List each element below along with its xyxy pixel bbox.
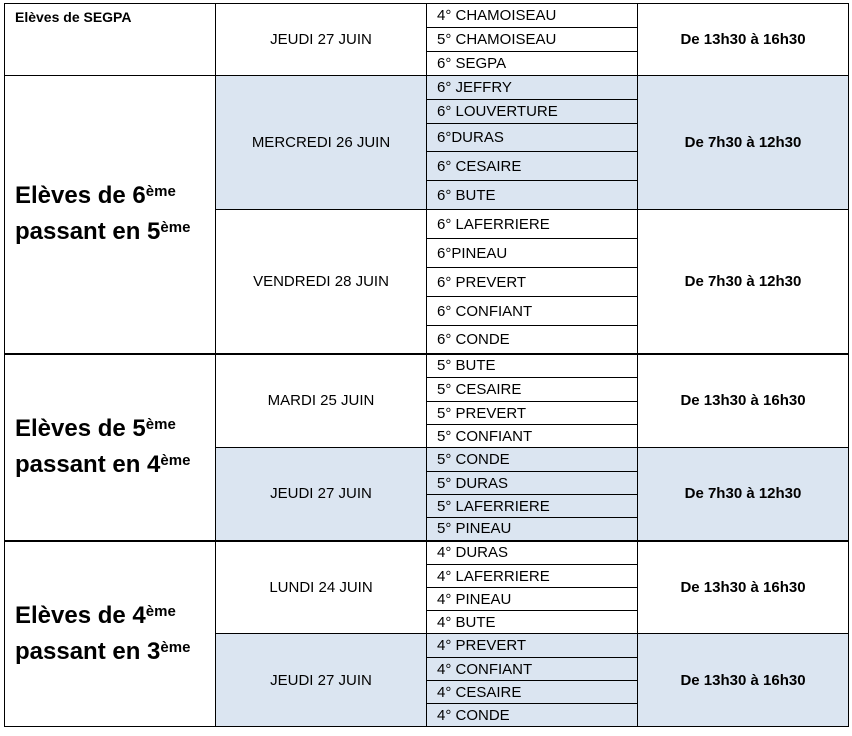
group-label-line2: passant en 3 — [15, 637, 161, 665]
session-date: JEUDI 27 JUIN — [216, 634, 427, 727]
session-date: JEUDI 27 JUIN — [216, 4, 427, 76]
session-date: JEUDI 27 JUIN — [216, 448, 427, 541]
class-cell: 6° SEGPA — [427, 52, 638, 76]
class-cell: 4° LAFERRIERE — [427, 565, 638, 588]
class-cell: 4° BUTE — [427, 611, 638, 634]
class-cell: 6° JEFFRY — [427, 76, 638, 100]
class-cell: 6° PREVERT — [427, 268, 638, 297]
group-label-sup1: ème — [145, 183, 176, 201]
class-cell: 5° CONDE — [427, 448, 638, 472]
group-label-4e — [5, 541, 216, 727]
session-time: De 13h30 à 16h30 — [638, 354, 849, 448]
class-cell: 5° CONFIANT — [427, 425, 638, 448]
class-cell: 5° CESAIRE — [427, 378, 638, 402]
session-time: De 13h30 à 16h30 — [638, 634, 849, 727]
session-date: MARDI 25 JUIN — [216, 354, 427, 448]
session-time: De 7h30 à 12h30 — [638, 448, 849, 541]
group-label-line1: Elèves de 4 — [15, 601, 146, 629]
class-cell: 4° CONDE — [427, 704, 638, 727]
schedule-table — [4, 3, 849, 727]
class-cell: 6°DURAS — [427, 124, 638, 152]
session-date: LUNDI 24 JUIN — [216, 541, 427, 634]
class-cell: 6° LAFERRIERE — [427, 210, 638, 239]
class-cell: 4° CESAIRE — [427, 681, 638, 704]
group-label-sup1: ème — [145, 416, 176, 433]
group-label-sup2: ème — [160, 638, 191, 656]
class-cell: 6° CESAIRE — [427, 152, 638, 181]
class-cell: 5° LAFERRIERE — [427, 495, 638, 518]
group-label-line1: Elèves de 5 — [15, 415, 146, 442]
class-cell: 6° CONDE — [427, 326, 638, 354]
class-cell: 5° CHAMOISEAU — [427, 28, 638, 52]
class-cell: 5° PREVERT — [427, 402, 638, 425]
group-label-line2: passant en 4 — [15, 451, 161, 478]
group-label-sup2: ème — [160, 452, 191, 469]
group-label-6e — [5, 76, 216, 354]
class-cell: 4° CONFIANT — [427, 658, 638, 681]
session-date: VENDREDI 28 JUIN — [216, 210, 427, 354]
class-cell: 5° DURAS — [427, 472, 638, 495]
class-cell: 4° PINEAU — [427, 588, 638, 611]
session-time: De 7h30 à 12h30 — [638, 76, 849, 210]
class-cell: 5° PINEAU — [427, 518, 638, 541]
class-cell: 6° BUTE — [427, 181, 638, 210]
group-label-5e — [5, 354, 216, 541]
group-label-sup1: ème — [145, 602, 176, 620]
class-cell: 6°PINEAU — [427, 239, 638, 268]
session-date: MERCREDI 26 JUIN — [216, 76, 427, 210]
class-cell: 4° CHAMOISEAU — [427, 4, 638, 28]
class-cell: 5° BUTE — [427, 354, 638, 378]
class-cell: 6° LOUVERTURE — [427, 100, 638, 124]
class-cell: 6° CONFIANT — [427, 297, 638, 326]
session-time: De 13h30 à 16h30 — [638, 4, 849, 76]
class-cell: 4° PREVERT — [427, 634, 638, 658]
session-time: De 13h30 à 16h30 — [638, 541, 849, 634]
group-label-line1: Elèves de 6 — [15, 182, 146, 210]
group-label-sup2: ème — [160, 219, 191, 237]
group-label-line2: passant en 5 — [15, 218, 161, 246]
session-time: De 7h30 à 12h30 — [638, 210, 849, 354]
group-label-segpa: Elèves de SEGPA — [5, 4, 216, 76]
class-cell: 4° DURAS — [427, 541, 638, 565]
